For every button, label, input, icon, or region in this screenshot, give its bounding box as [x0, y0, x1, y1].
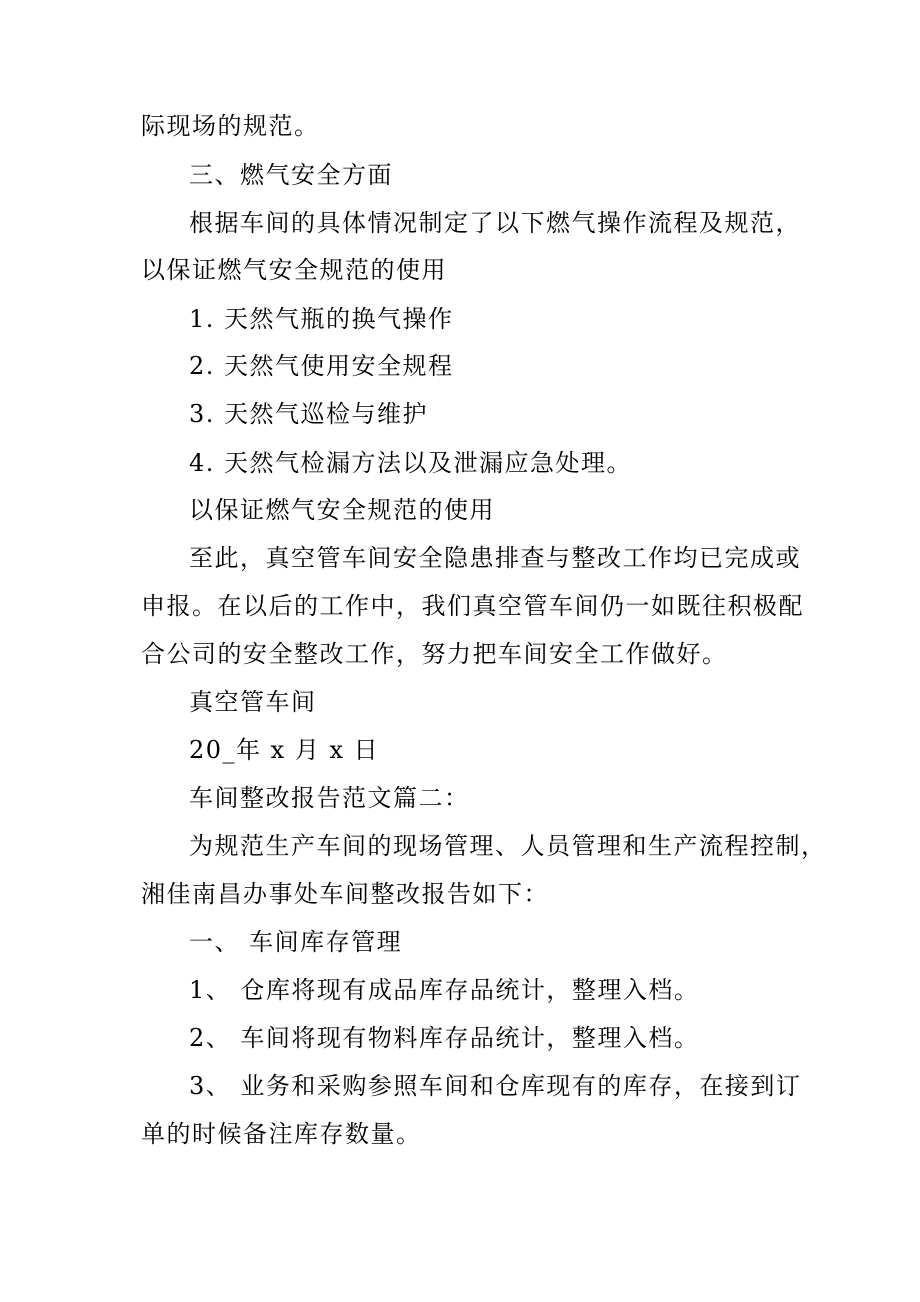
section-heading: 一、 车间库存管理: [189, 928, 403, 956]
paragraph-line: 单的时候备注库存数量。: [141, 1120, 422, 1148]
section-heading: 三、燃气安全方面: [189, 161, 393, 189]
paragraph-line: 至此，真空管车间安全隐患排查与整改工作均已完成或: [189, 544, 801, 572]
paragraph-line: 申报。在以后的工作中，我们真空管车间仍一如既往积极配: [141, 592, 804, 620]
paragraph-line: 际现场的规范。: [141, 112, 320, 140]
paragraph-line: 以保证燃气安全规范的使用: [141, 256, 447, 284]
list-item: 1. 天然气瓶的换气操作: [189, 305, 454, 333]
section-title: 车间整改报告范文篇二：: [189, 784, 470, 812]
signature-department: 真空管车间: [189, 688, 317, 716]
paragraph-line: 为规范生产车间的现场管理、人员管理和生产流程控制，: [189, 832, 827, 860]
paragraph-line: 以保证燃气安全规范的使用: [189, 496, 495, 524]
paragraph-line: 合公司的安全整改工作，努力把车间安全工作做好。: [141, 640, 728, 668]
list-item: 2、 车间将现有物料库存品统计，整理入档。: [189, 1024, 700, 1052]
list-item: 2. 天然气使用安全规程: [189, 352, 454, 380]
list-item: 1、 仓库将现有成品库存品统计，整理入档。: [189, 976, 700, 1004]
list-item: 3、 业务和采购参照车间和仓库现有的库存，在接到订: [189, 1072, 802, 1100]
paragraph-line: 根据车间的具体情况制定了以下燃气操作流程及规范，: [189, 209, 801, 237]
paragraph-line: 湘佳南昌办事处车间整改报告如下：: [141, 880, 549, 908]
list-item: 4. 天然气检漏方法以及泄漏应急处理。: [189, 449, 633, 477]
signature-date: 20_年 x 月 x 日: [189, 736, 380, 764]
list-item: 3. 天然气巡检与维护: [189, 400, 429, 428]
